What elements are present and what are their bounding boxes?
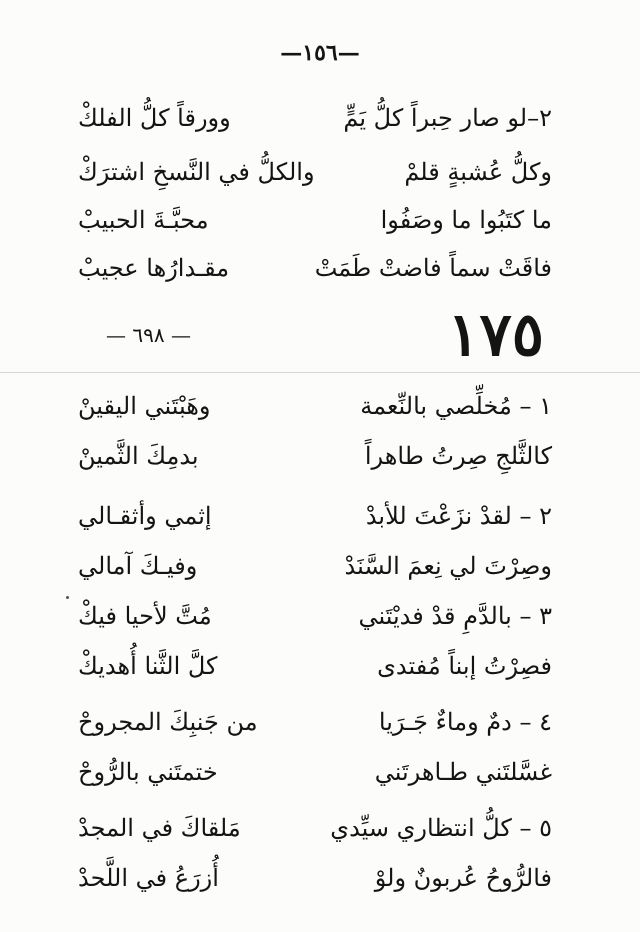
verse-second-half: مُتَّ لأحيا فيكْ [78,602,212,630]
hymn-number: ١٧٥ [447,300,544,370]
verse-second-half: والكلُّ في النَّسخِ اشترَكْ [78,158,315,186]
verse-first-half: ١ – مُخلِّصي بالنِّعمة [360,392,552,420]
verse-row [0,546,640,586]
verse-row [0,646,640,686]
verse-second-half: مَلقاكَ في المجدْ [78,814,241,842]
verse-first-half: وكلُّ عُشبةٍ قلمْ [404,158,552,186]
verse-second-half: وفيـكَ آمالي [78,552,198,580]
verse-first-half: ٥ – كلُّ انتظاري سيِّدي [330,814,552,842]
verse-row [0,98,640,138]
verse-second-half: كلَّ الثَّنا أُهديكْ [78,652,218,680]
verse-second-half: أُزرَعُ في اللَّحدْ [78,864,219,892]
verse-row [0,386,640,426]
verse-row [0,596,640,636]
verse-first-half: وصِرْتَ لي نِعمَ السَّنَدْ [344,552,552,580]
verse-row [0,152,640,192]
verse-first-half: ٢ – لقدْ نزَعْتَ للأبدْ [365,502,552,530]
verse-second-half: وورقاً كلُّ الفلكْ [78,104,231,132]
verse-first-half: فاقَتْ سماً فاضتْ طَمَتْ [314,254,552,282]
verse-row [0,702,640,742]
verse-second-half: محبَّـةَ الحبيبْ [78,206,209,234]
verse-first-half: كالثَّلجِ صِرتُ طاهراً [364,442,552,470]
page-divider [0,372,640,373]
verse-second-half: من جَنبِكَ المجروحْ [78,708,258,736]
verse-second-half: وهَبْتَني اليقينْ [78,392,211,420]
verse-first-half: فالرُّوحُ عُربونٌ ولوْ [374,864,552,892]
page-number: —١٥٦— [280,40,360,66]
verse-first-half: ٤ – دمٌ وماءٌ جَـرَيا [378,708,552,736]
verse-row [0,808,640,848]
hymn-reference: — ٦٩٨ — [106,323,191,347]
verse-row [0,200,640,240]
verse-row [0,248,640,288]
verse-row [0,436,640,476]
verse-first-half: فصِرْتُ إبناً مُفتدى [377,652,552,680]
verse-second-half: مقـدارُها عجيبْ [78,254,230,282]
verse-row [0,752,640,792]
hymn-header [0,300,640,370]
verse-first-half: ٢–لو صار حِبراً كلُّ يَمٍّ [343,104,552,132]
verse-second-half: ختمتَني بالرُّوحْ [78,758,218,786]
verse-row [0,496,640,536]
verse-first-half: ٣ – بالدَّمِ قدْ فديْتَني [358,602,552,630]
verse-first-half: غسَّلتَني طـاهرتَني [374,758,552,786]
verse-row [0,858,640,898]
ink-speck [66,596,69,599]
verse-second-half: إثمي وأثقـالي [78,502,212,530]
verse-second-half: بدمِكَ الثَّمينْ [78,442,199,470]
verse-first-half: ما كتَبُوا ما وصَفُوا [380,206,552,234]
